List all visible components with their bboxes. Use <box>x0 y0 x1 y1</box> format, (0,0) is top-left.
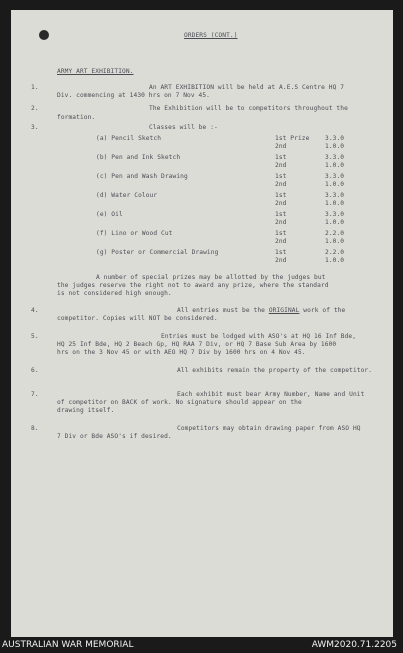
item-number: 1. <box>31 84 39 91</box>
section-title: ARMY ART EXHIBITION. <box>57 68 134 75</box>
item-number: 4. <box>31 307 39 314</box>
archive-footer <box>0 638 403 653</box>
item-text: competitor. Copies will NOT be considered. <box>57 315 218 322</box>
item-number: 7. <box>31 391 39 398</box>
emphasis: ORIGINAL <box>268 307 300 314</box>
class-name: (c) Pen and Wash Drawing <box>96 173 188 180</box>
special-text: A number of special prizes may be allotted by the judges but <box>96 274 326 281</box>
footer-institution: AUSTRALIAN WAR MEMORIAL <box>2 640 134 650</box>
class-name: (f) Lino or Wood Cut <box>96 230 173 237</box>
document-page <box>11 10 393 637</box>
class-amount: 3.3.0 <box>325 154 345 161</box>
class-place: 2nd <box>275 162 287 169</box>
item-text: of competitor on BACK of work. No signature should appear on the <box>57 399 302 406</box>
class-amount: 1.0.0 <box>325 219 345 226</box>
item-text: All entries must be the ORIGINAL work of the <box>177 307 346 314</box>
item-text: HQ 25 Inf Bde, HQ 2 Beach Gp, HQ RAA 7 Div, or HQ 7 Base Sub Area by 1600 <box>57 341 337 348</box>
item-text: All exhibits remain the property of the competitor. <box>177 367 373 374</box>
item-number: 3. <box>31 124 39 131</box>
class-name: (a) Pencil Sketch <box>96 135 162 142</box>
class-amount: 1.0.0 <box>325 200 345 207</box>
item-text: hrs on the 3 Nov 45 or with AEO HQ 7 Div by 1600 hrs on 4 Nov 45. <box>57 349 306 356</box>
class-amount: 3.3.0 <box>325 192 345 199</box>
class-amount: 3.3.0 <box>325 135 345 142</box>
item-number: 8. <box>31 425 39 432</box>
class-place: 2nd <box>275 238 287 245</box>
item-text: Entries must be lodged with ASO's at HQ 16 Inf Bde, <box>161 333 357 340</box>
item-number: 2. <box>31 105 39 112</box>
class-name: (d) Water Colour <box>96 192 158 199</box>
class-place: 2nd <box>275 181 287 188</box>
class-name: (g) Poster or Commercial Drawing <box>96 249 219 256</box>
item-text: Each exhibit must bear Army Number, Name and Unit <box>177 391 365 398</box>
class-amount: 1.0.0 <box>325 238 345 245</box>
item-text: Classes will be :- <box>149 124 218 131</box>
class-place: 1st <box>275 154 287 161</box>
item-text: An ART EXHIBITION will be held at A.E.S Centre HQ 7 <box>149 84 345 91</box>
class-name: (e) Oil <box>96 211 123 218</box>
item-text: formation. <box>57 114 96 121</box>
class-place: 2nd <box>275 257 287 264</box>
class-amount: 2.2.0 <box>325 249 345 256</box>
item-text: The Exhibition will be to competitors throughout the <box>149 105 348 112</box>
class-amount: 1.0.0 <box>325 181 345 188</box>
class-amount: 1.0.0 <box>325 257 345 264</box>
class-place: 2nd <box>275 143 287 150</box>
punch-hole <box>39 30 49 40</box>
item-text: drawing itself. <box>57 407 115 414</box>
class-amount: 2.2.0 <box>325 230 345 237</box>
class-place: 1st <box>275 249 287 256</box>
special-text: the judges reserve the right not to award any prize, where the standard <box>57 282 329 289</box>
class-place: 1st <box>275 192 287 199</box>
class-place: 2nd <box>275 219 287 226</box>
special-text: is not considered high enough. <box>57 290 172 297</box>
class-place: 1st <box>275 173 287 180</box>
item-number: 5. <box>31 333 39 340</box>
class-amount: 3.3.0 <box>325 211 345 218</box>
item-text: Div. commencing at 1430 hrs on 7 Nov 45. <box>57 92 211 99</box>
item-number: 6. <box>31 367 39 374</box>
class-amount: 1.0.0 <box>325 162 345 169</box>
class-place: 1st <box>275 230 287 237</box>
item-text: Competitors may obtain drawing paper from ASO HQ <box>177 425 361 432</box>
class-amount: 1.0.0 <box>325 143 345 150</box>
page-title: ORDERS (CONT.) <box>184 32 238 39</box>
class-place: 1st <box>275 211 287 218</box>
class-name: (b) Pen and Ink Sketch <box>96 154 181 161</box>
footer-reference: AWM2020.71.2205 <box>311 640 397 650</box>
class-amount: 3.3.0 <box>325 173 345 180</box>
class-place: 2nd <box>275 200 287 207</box>
class-place: 1st Prize <box>275 135 310 142</box>
item-text: 7 Div or Bde ASO's if desired. <box>57 433 172 440</box>
